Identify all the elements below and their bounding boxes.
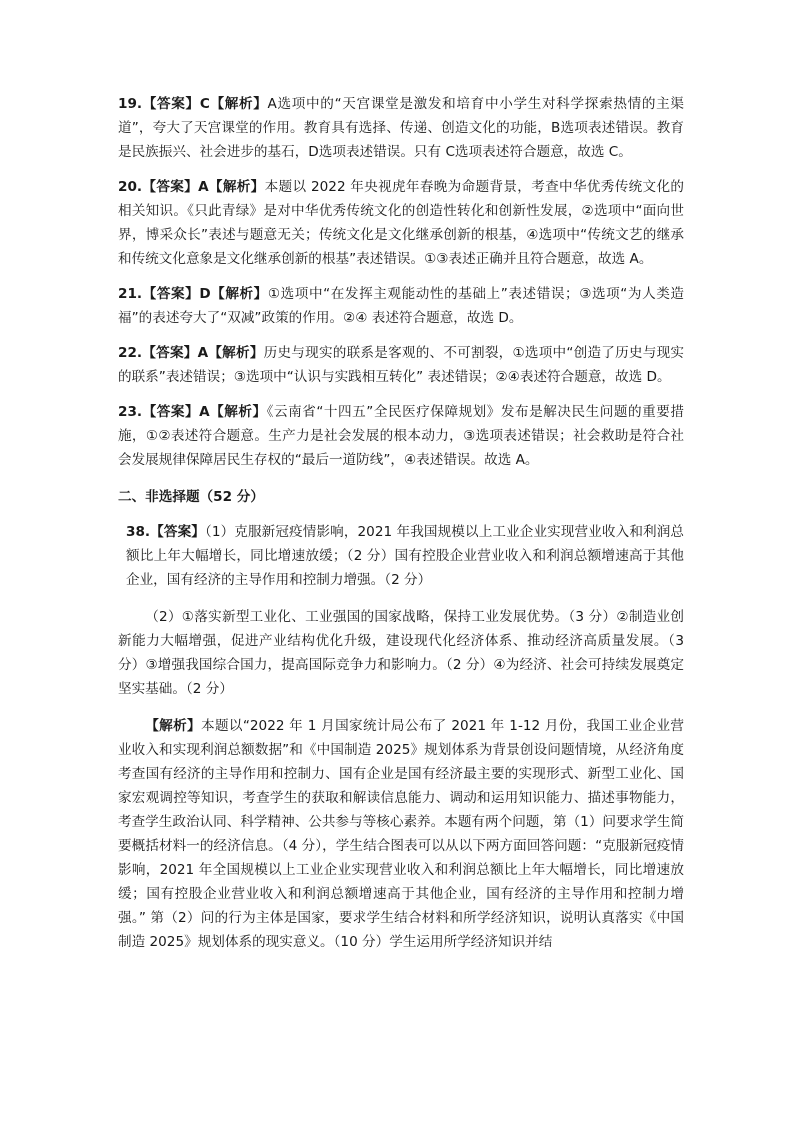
answer-38-part1-text: （1）克服新冠疫情影响，2021 年我国规模以上工业企业实现营业收入和利润总额比上年大幅增长，同比增速放缓；（2 分）国有控股企业营业收入和利润总额增速高于其他企业，国有经济的主导作用和控制力增强。（2 分） (126, 524, 684, 588)
answer-21-label: 21.【答案】D【解析】 (118, 286, 268, 302)
answer-21 (118, 282, 684, 330)
answer-38-part1 (118, 520, 684, 592)
answer-22-text: 历史与现实的联系是客观的、不可割裂，①选项中“创造了历史与现实的联系”表述错误；③选项中“认识与实践相互转化” 表述错误；②④表述符合题意，故选 D。 (118, 345, 684, 385)
answer-19-text: A选项中的“天宫课堂是激发和培育中小学生对科学探索热情的主渠道”，夸大了天宫课堂的作用。教育具有选择、传递、创造文化的功能，B选项表述错误。教育是民族振兴、社会进步的基石，D选项表述错误。只有 C选项表述符合题意，故选 C。 (118, 96, 684, 160)
answer-38-analysis-label: 【解析】 (145, 718, 201, 734)
answer-19-label: 19.【答案】C【解析】 (118, 96, 268, 112)
answer-38-label: 38.【答案】 (126, 524, 205, 540)
answer-20 (118, 175, 684, 271)
answer-21-text: ①选项中“在发挥主观能动性的基础上”表述错误；③选项“为人类造福”的表述夸大了“双减”政策的作用。②④ 表述符合题意，故选 D。 (118, 286, 684, 326)
answer-22 (118, 341, 684, 389)
answer-23-label: 23.【答案】A【解析】 (118, 404, 267, 420)
answer-20-text: 本题以 2022 年央视虎年春晚为命题背景，考查中华优秀传统文化的相关知识。《只此青绿》是对中华优秀传统文化的创造性转化和创新性发展，②选项中“面向世界，博采众长”表述与题意无关；传统文化是文化继承创新的根基，④选项中“传统文艺的继承和传统文化意象是文化继承创新的根基”表述错误。①③表述正确并且符合题意，故选 A。 (118, 179, 684, 267)
section-heading: 二、非选择题（52 分） (118, 489, 264, 505)
answer-20-label: 20.【答案】A【解析】 (118, 179, 265, 195)
answer-23 (118, 400, 684, 472)
answer-38-analysis (118, 714, 684, 954)
answer-38-part2: （2）①落实新型工业化、工业强国的国家战略，保持工业发展优势。（3 分）②制造业创新能力大幅增强，促进产业结构优化升级，建设现代化经济体系、推动经济高质量发展。（3 分）③增强我国综合国力，提高国际竞争力和影响力。（2 分）④为经济、社会可持续发展奠定坚实基础。（2 分） (118, 609, 684, 697)
answer-sheet (118, 92, 684, 954)
answer-19 (118, 92, 684, 164)
answer-22-label: 22.【答案】A【解析】 (118, 345, 264, 361)
answer-23-text: 《云南省“十四五”全民医疗保障规划》发布是解决民生问题的重要措施，①②表述符合题意。生产力是社会发展的根本动力，③选项表述错误；社会救助是符合社会发展规律保障居民生存权的“最后一道防线”，④表述错误。故选 A。 (118, 404, 684, 468)
answer-38-analysis-text: 本题以“2022 年 1 月国家统计局公布了 2021 年 1-12 月份，我国工业企业营业收入和实现利润总额数据”和《中国制造 2025》规划体系为背景创设问题情境，从经济角度考查国有经济的主导作用和控制力、国有企业是国有经济最主要的实现形式、新型工业化、国家宏观调控等知识，考查学生的获取和解读信息能力、调动和运用知识能力、描述事物能力，考查学生政治认同、科学精神、公共参与等核心素养。本题有两个问题，第（1）问要求学生简要概括材料一的经济信息。（4 分），学生结合图表可以从以下两方面回答问题：“克服新冠疫情影响，2021 年全国规模以上工业企业实现营业收入和利润总额比上年大幅增长，同比增速放缓；国有控股企业营业收入和利润总额增速高于其他企业，国有经济的主导作用和控制力增强。” 第（2）问的行为主体是国家，要求学生结合材料和所学经济知识，说明认真落实《中国制造 2025》规划体系的现实意义。（10 分）学生运用所学经济知识并结 (118, 718, 684, 950)
